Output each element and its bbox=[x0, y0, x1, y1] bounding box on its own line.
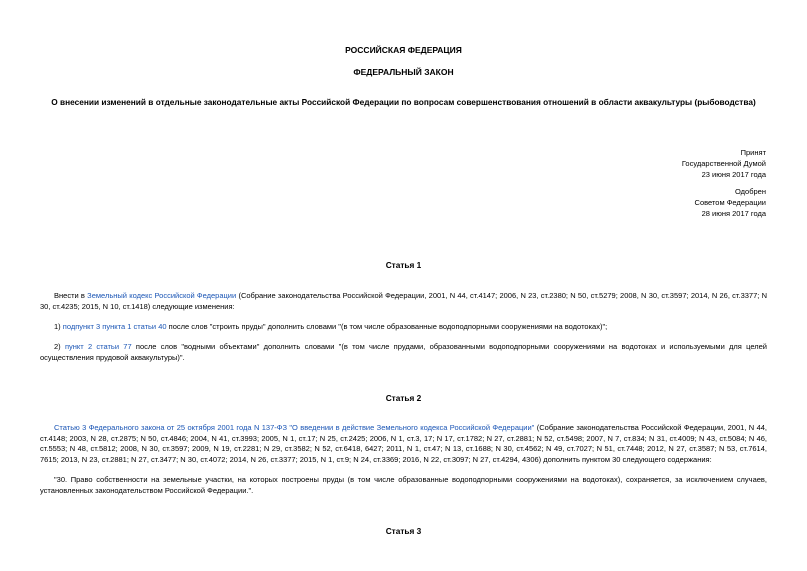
article-2-heading: Статья 2 bbox=[385, 393, 422, 403]
item-1-link[interactable]: подпункт 3 пункта 1 статьи 40 bbox=[62, 322, 167, 331]
intro-suffix: (Собрание законодательства Российской Федерации, 2001, N 44, ст.4147; 2006, N 23, ст.2380; N 50, ст.5279; 2008, N 30, ст.3597; 2014, N 26, ст.3377; N 30, ст.4235; 2015, N 10, ст.1418) следующие изменения: bbox=[40, 291, 768, 311]
article-1-item-1 bbox=[40, 322, 767, 333]
federal-law-link[interactable]: Статью 3 Федерального закона от 25 октября 2001 года N 137-ФЗ "О введении в действие Земельного кодекса Российской Федерации" bbox=[54, 423, 535, 432]
intro-prefix: Внести в bbox=[54, 291, 88, 300]
law-type-heading: ФЕДЕРАЛЬНЫЙ ЗАКОН bbox=[353, 67, 454, 77]
approved-block: Одобрен Советом Федерации 28 июня 2017 года bbox=[694, 187, 766, 218]
country-heading: РОССИЙСКАЯ ФЕДЕРАЦИЯ bbox=[345, 45, 462, 55]
item-2-number: 2) bbox=[54, 342, 65, 351]
law-title: О внесении изменений в отдельные законодательные акты Российской Федерации по вопросам совершенствования отношений в области аквакультуры (рыбоводства) bbox=[51, 97, 756, 107]
item-2-text: после слов "водными объектами" дополнить словами "(в том числе прудами, образованными водоподпорными сооружениями на водотоках и используемыми для целей осуществления прудовой аквакультуры)". bbox=[40, 342, 767, 362]
article-2-quote: "30. Право собственности на земельные участки, на которых построены пруды (в том числе образованные водоподпорными сооружениями на водотоках), сохраняется, за исключением случаев, установленных законодательством Российской Федерации.". bbox=[40, 475, 767, 495]
adopted-block: Принят Государственной Думой 23 июня 2017 года bbox=[681, 148, 766, 179]
article-1-heading: Статья 1 bbox=[385, 260, 422, 270]
item-1-text: после слов "строить пруды" дополнить словами "(в том числе образованные водоподпорными сооружениями на водотоках)"; bbox=[166, 322, 608, 331]
article-1-item-2 bbox=[40, 342, 767, 363]
article-1-intro bbox=[40, 291, 767, 312]
article-3-heading: Статья 3 bbox=[385, 526, 422, 536]
article-2-intro bbox=[40, 423, 767, 465]
item-1-number: 1) bbox=[54, 322, 63, 331]
item-2-link[interactable]: пункт 2 статьи 77 bbox=[64, 342, 132, 351]
article-2-intro-text: (Собрание законодательства Российской Федерации, 2001, N 44, ст.4148; 2003, N 28, ст.2875; N 50, ст.4846; 2004, N 41, ст.3993; 2005, N 1, ст.17; N 25, ст.2425; 2006, N 1, ст.3, 17; N 17, ст.1782; N 27, ст.2881; N 52, ст.5498; 2007, N 7, ст.834; N 31, ст.4009; N 43, ст.5084; N 46, ст.5553; N 48, ст.5812; 2008, N 30, ст.3597; 2009, N 19, ст.2281; N 29, ст.3582; N 52, ст.6418, 6427; 2011, N 1, ст.47; N 13, ст.1688; N 30, ст.4562; N 49, ст.7027; N 51, ст.7448; 2012, N 27, ст.3587; N 53, ст.7614, 7615; 2013, N 23, ст.2881; N 27, ст.3477; N 30, ст.4072; 2014, N 26, ст.3377; 2015, N 1, ст.9; N 24, ст.3369; 2016, N 22, ст.3097; N 27, ст.4294, 4306) дополнить пунктом 30 следующего содержания: bbox=[40, 423, 767, 464]
land-code-link[interactable]: Земельный кодекс Российской Федерации bbox=[87, 291, 237, 300]
